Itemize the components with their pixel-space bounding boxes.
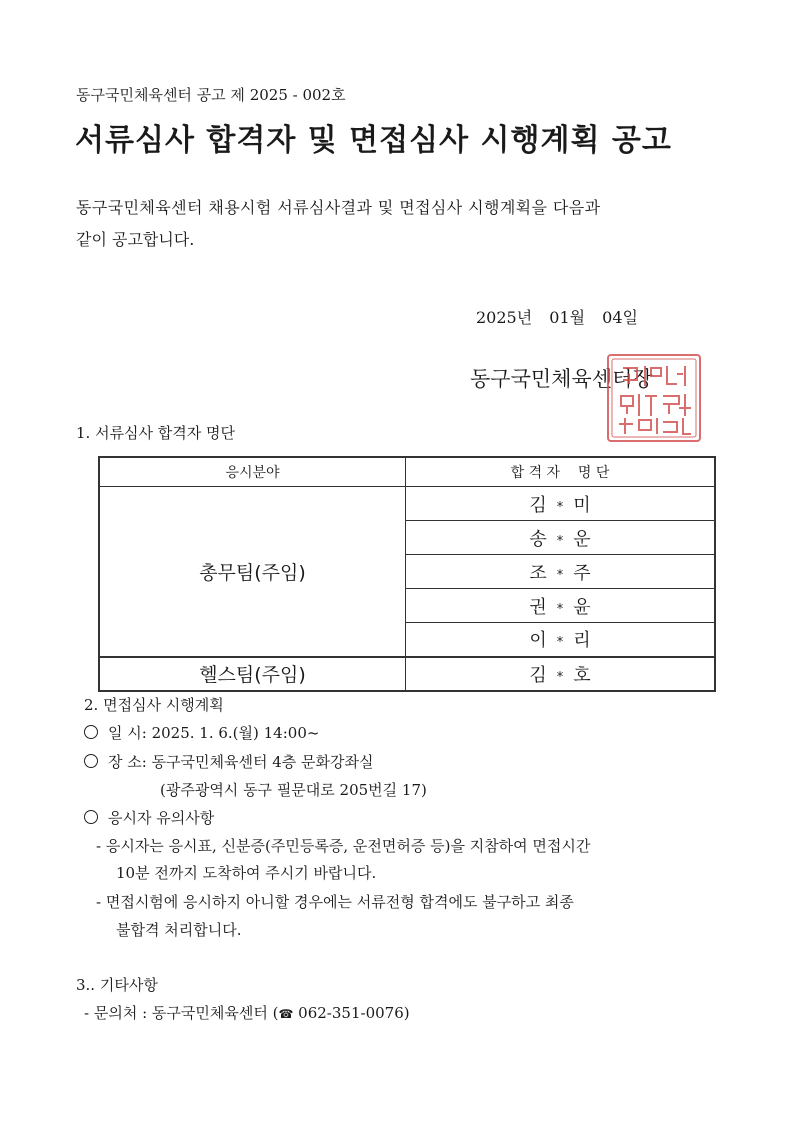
official-seal [605,352,703,444]
note-1-line-1: - 응시자는 응시표, 신분증(주민등록증, 운전면허증 등)을 지참하여 면접시간 [96,837,591,855]
circle-bullet-icon [84,810,98,824]
division-cell: 총무팀(주임) [99,487,406,657]
notes-title: 응시자 유의사항 [84,807,214,828]
intro-line-1: 동구국민체육센터 채용시험 서류심사결과 및 면접심사 시행계획을 다음과 [76,198,601,217]
schedule-item: 일 시: 2025. 1. 6.(월) 14:00~ [84,722,319,743]
table-row [99,487,715,521]
table-row [99,657,715,691]
name-cell: 이 * 리 [406,623,716,657]
intro-line-2: 같이 공고합니다. [76,230,195,249]
announcement-date: 2025년 01월 04일 [476,308,638,327]
passers-table [98,456,716,692]
phone-icon: ☎ [278,1007,294,1021]
table-header-division: 응시분야 [99,457,406,487]
section1-title: 1. 서류심사 합격자 명단 [76,424,236,442]
page-title: 서류심사 합격자 및 면접심사 시행계획 공고 [75,123,672,158]
note-2-line-2: 불합격 처리합니다. [116,921,242,939]
intro-paragraph [76,192,726,256]
name-cell: 송 * 운 [406,521,716,555]
notice-number: 동구국민체육센터 공고 제 2025 - 002호 [76,86,346,104]
name-cell: 권 * 윤 [406,589,716,623]
name-cell: 조 * 주 [406,555,716,589]
division-cell: 헬스팀(주임) [99,657,406,691]
note-1-line-2: 10분 전까지 도착하여 주시기 바랍니다. [116,864,377,882]
address-text: (광주광역시 동구 필문대로 205번길 17) [160,781,427,799]
table-header-names: 합 격 자 명 단 [406,457,716,487]
note-2-line-1: - 면접시험에 응시하지 아니할 경우에는 서류전형 합격에도 불구하고 최종 [96,893,574,911]
circle-bullet-icon [84,725,98,739]
name-cell: 김 * 호 [406,657,716,691]
contact-line: - 문의처 : 동구국민체육센터 (☎ 062-351-0076) [84,1004,410,1022]
place-item: 장 소: 동구국민체육센터 4층 문화강좌실 [84,751,374,772]
issuer-name: 동구국민체육센터장 [470,367,653,391]
section2-title: 2. 면접심사 시행계획 [84,696,224,714]
name-cell: 김 * 미 [406,487,716,521]
circle-bullet-icon [84,754,98,768]
section3-title: 3.. 기타사항 [76,976,158,994]
